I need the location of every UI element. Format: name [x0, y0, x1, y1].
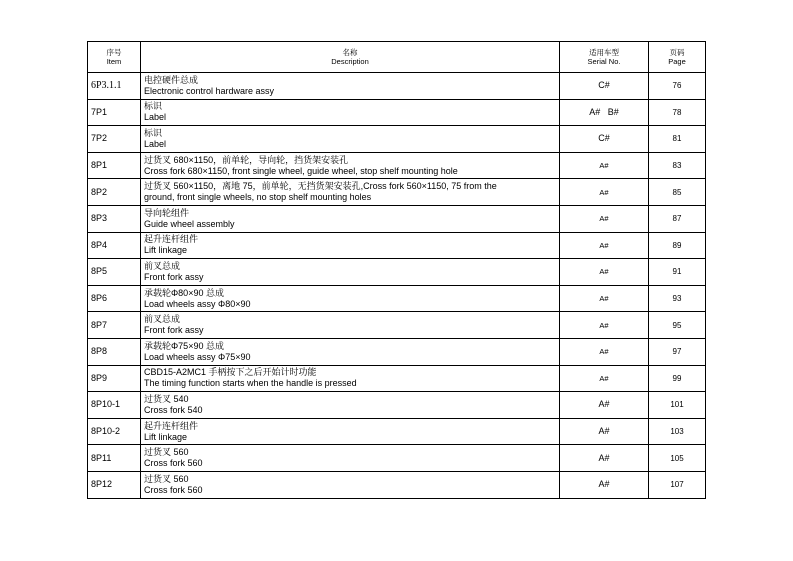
- item-header: [88, 42, 141, 73]
- item-cell: 8P4: [88, 232, 141, 259]
- description-en: Front fork assy: [144, 271, 204, 282]
- item-cell: 6P3.1.1: [88, 73, 141, 100]
- item-cell: 8P9: [88, 365, 141, 392]
- description-cell: [141, 418, 560, 445]
- description-zh: 前叉总成: [144, 314, 181, 325]
- item-cell: 8P10-1: [88, 392, 141, 419]
- page-cell: 99: [649, 365, 706, 392]
- description-zh: 起升连杆组件: [144, 420, 199, 431]
- serial-cell: A#: [560, 392, 649, 419]
- serial-cell: A#: [560, 259, 649, 286]
- description-header-zh: 名称: [342, 48, 358, 57]
- description-en: Load wheels assy Φ80×90: [144, 298, 251, 309]
- description-cell: [141, 73, 560, 100]
- description-cell: [141, 232, 560, 259]
- description-cell: [141, 471, 560, 498]
- description-en: Electronic control hardware assy: [144, 85, 275, 96]
- page-cell: 107: [649, 471, 706, 498]
- page-header-zh: 页码: [669, 48, 685, 57]
- description-en: Lift linkage: [144, 245, 188, 256]
- description-en: Front fork assy: [144, 325, 204, 336]
- description-en: ground, front single wheels, no stop shelf mounting holes: [144, 192, 372, 203]
- description-header-en: Description: [331, 57, 369, 66]
- table-row: [88, 445, 706, 472]
- page-header: [649, 42, 706, 73]
- description-cell: [141, 338, 560, 365]
- description-header: [141, 42, 560, 73]
- page-cell: 95: [649, 312, 706, 339]
- description-en: Cross fork 560: [144, 458, 203, 469]
- item-cell: 8P11: [88, 445, 141, 472]
- table-row: [88, 205, 706, 232]
- serial-cell: A#: [560, 232, 649, 259]
- description-cell: [141, 392, 560, 419]
- description-cell: [141, 179, 560, 206]
- page-cell: 105: [649, 445, 706, 472]
- description-en: The timing function starts when the handle is pressed: [144, 378, 357, 389]
- page-cell: 81: [649, 126, 706, 153]
- item-cell: 8P8: [88, 338, 141, 365]
- item-cell: 8P5: [88, 259, 141, 286]
- page-cell: 76: [649, 73, 706, 100]
- serial-header-en: Serial No.: [587, 57, 621, 66]
- description-cell: [141, 152, 560, 179]
- table-row: [88, 99, 706, 126]
- table-row: [88, 232, 706, 259]
- serial-header-zh: 适用车型: [589, 48, 619, 57]
- description-cell: [141, 365, 560, 392]
- description-cell: [141, 205, 560, 232]
- item-cell: 8P1: [88, 152, 141, 179]
- description-en: Lift linkage: [144, 431, 188, 442]
- description-cell: [141, 99, 560, 126]
- description-en: Cross fork 560: [144, 484, 203, 495]
- contents-table: [87, 41, 706, 499]
- item-cell: 8P3: [88, 205, 141, 232]
- page-cell: 78: [649, 99, 706, 126]
- page-cell: 97: [649, 338, 706, 365]
- serial-cell: A#: [560, 418, 649, 445]
- page-cell: 93: [649, 285, 706, 312]
- description-zh: 起升连杆组件: [144, 234, 199, 245]
- serial-cell: A#: [560, 179, 649, 206]
- page-cell: 101: [649, 392, 706, 419]
- table-row: [88, 73, 706, 100]
- description-zh: 承载轮Φ75×90 总成: [144, 340, 224, 351]
- item-header-en: Item: [106, 57, 122, 66]
- description-zh: 电控硬件总成: [144, 74, 199, 85]
- description-en: Guide wheel assembly: [144, 218, 235, 229]
- description-en: Cross fork 540: [144, 404, 203, 415]
- description-en: Label: [144, 112, 167, 123]
- description-zh: 过货叉 540: [144, 393, 189, 404]
- table-row: [88, 179, 706, 206]
- serial-cell: A#: [560, 152, 649, 179]
- item-cell: 7P2: [88, 126, 141, 153]
- table-row: [88, 338, 706, 365]
- page-header-en: Page: [668, 57, 686, 66]
- description-zh: 过货叉 560×1150，离地 75，前单轮，无挡货架安装孔,Cross fork 560×1150, 75 from the: [144, 181, 497, 192]
- serial-header: [560, 42, 649, 73]
- table-row: [88, 392, 706, 419]
- table-row: [88, 365, 706, 392]
- description-en: Cross fork 680×1150, front single wheel, guide wheel, stop shelf mounting hole: [144, 165, 458, 176]
- description-cell: [141, 259, 560, 286]
- table-row: [88, 418, 706, 445]
- page-cell: 91: [649, 259, 706, 286]
- item-cell: 8P10-2: [88, 418, 141, 445]
- item-header-zh: 序号: [106, 48, 122, 57]
- serial-cell: A#: [560, 445, 649, 472]
- serial-cell: A#: [560, 285, 649, 312]
- table-row: [88, 312, 706, 339]
- table-row: [88, 471, 706, 498]
- description-cell: [141, 312, 560, 339]
- serial-cell: A# B#: [560, 99, 649, 126]
- item-cell: 8P12: [88, 471, 141, 498]
- item-cell: 7P1: [88, 99, 141, 126]
- item-cell: 8P6: [88, 285, 141, 312]
- description-zh: 过货叉 560: [144, 447, 189, 458]
- page-cell: 103: [649, 418, 706, 445]
- serial-cell: C#: [560, 73, 649, 100]
- description-zh: CBD15-A2MC1 手柄按下之后开始计时功能: [144, 367, 317, 378]
- description-en: Load wheels assy Φ75×90: [144, 351, 251, 362]
- table-row: [88, 259, 706, 286]
- serial-cell: A#: [560, 471, 649, 498]
- description-zh: 过货叉 680×1150，前单轮，导向轮，挡货架安装孔: [144, 154, 349, 165]
- description-cell: [141, 126, 560, 153]
- page-cell: 87: [649, 205, 706, 232]
- table-row: [88, 285, 706, 312]
- serial-cell: A#: [560, 365, 649, 392]
- page-cell: 83: [649, 152, 706, 179]
- serial-cell: A#: [560, 338, 649, 365]
- description-zh: 过货叉 560: [144, 473, 189, 484]
- description-cell: [141, 445, 560, 472]
- serial-cell: A#: [560, 205, 649, 232]
- description-zh: 标识: [144, 101, 163, 112]
- page-cell: 85: [649, 179, 706, 206]
- description-zh: 承载轮Φ80×90 总成: [144, 287, 224, 298]
- description-zh: 标识: [144, 127, 163, 138]
- table-row: [88, 152, 706, 179]
- description-zh: 导向轮组件: [144, 207, 190, 218]
- description-cell: [141, 285, 560, 312]
- header-row: [88, 42, 706, 73]
- item-cell: 8P7: [88, 312, 141, 339]
- serial-cell: C#: [560, 126, 649, 153]
- page-cell: 89: [649, 232, 706, 259]
- description-zh: 前叉总成: [144, 260, 181, 271]
- table-row: [88, 126, 706, 153]
- description-en: Label: [144, 138, 167, 149]
- serial-cell: A#: [560, 312, 649, 339]
- item-cell: 8P2: [88, 179, 141, 206]
